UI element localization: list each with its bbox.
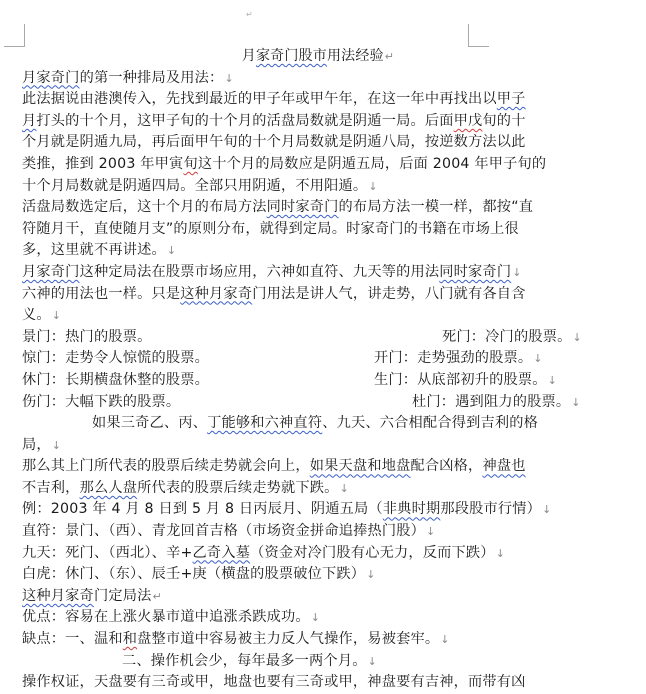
gate-row [22,392,592,414]
text-segment: 多，这里就不再讲述。 [22,242,166,259]
paragraph-mark: ↓ [426,525,436,539]
text-segment: （资金对冷门股有心无力，反而下跌） [250,544,495,561]
text-line [22,219,592,241]
flagged-text-segment: 神盘也 [482,458,526,475]
paragraph-mark: ↓ [533,352,543,366]
document-title [22,46,592,68]
margin-corner-top-right [468,24,489,47]
text-segment: 义。 [22,307,51,324]
text-segment: 符随月干，直使随月支”的原则分布，就得到定局。时家奇门的书籍在市场上很 [22,220,519,237]
text-segment: 活盘局数选定后，这十个月的布局方法 [22,199,267,216]
flagged-text-segment: 同时家奇门 [266,199,339,216]
flagged-text-segment: 月 [22,112,37,129]
text-line [22,240,592,262]
text-line [22,262,592,284]
paragraph-mark: ↓ [367,654,378,668]
paragraph-mark: ↓ [224,71,234,85]
flagged-text-segment: 和 [122,631,138,648]
text-line [22,607,592,629]
text-line [22,586,592,608]
title-text: 月家奇门股市用法经验 [241,48,384,64]
paragraph-mark: ↓ [51,438,62,452]
text-line [22,284,592,306]
gate-right: 死门：冷门的股票。↓ [442,328,582,345]
text-line [22,651,592,673]
text-segment: 这种定局法在股票市场应用，六神如直符、九天等的用法 [79,263,440,280]
text-line [22,435,592,457]
text-segment: 配合凶格， [410,458,483,475]
text-segment: 此法据说由港澳传入，先找到最近的甲子年或甲午年，在这一年中再找出以 [22,91,497,108]
paragraph-mark: ↵ [246,10,253,19]
flagged-text-segment: 非典时期 [382,501,441,518]
flagged-text-segment: 甲戊 [453,112,483,129]
text-segment: 的布局方法一模一样，都按“直 [338,199,534,216]
gate-left: 休门：长期横盘休整的股票。 [22,371,210,388]
flagged-text-segment: 这种月家奇 [180,285,253,302]
text-line [22,543,592,565]
text-line [22,521,592,543]
text-segment: 门定局法 [93,587,152,604]
text-segment: 二、操作机会少，每年最多一两个月。 [122,652,367,669]
text-segment: 所代表的股票后续走势就下跌。 [137,479,339,496]
flagged-text-segment: 月家奇门 [22,69,80,86]
gate-right: 开门：走势强劲的股票。↓ [374,350,543,367]
gate-left: 惊门：走势令人惊慌的股票。 [22,350,210,367]
text-line [22,672,592,694]
gate-right: 生门：从底部初升的股票。↓ [374,371,558,388]
paragraph-mark: ↓ [572,330,582,344]
text-line [22,456,592,478]
gate-row [22,327,592,349]
text-line [22,305,592,327]
text-segment: 个月就是阴遁九局，再后面甲午旬的十个月局数就是阴遁八局，按逆数方法以此 [22,134,526,151]
flagged-text-segment: 月家奇门 [22,263,80,280]
text-line [22,197,592,219]
paragraph-mark: ↓ [495,546,506,560]
gate-right: 杜门：遇到阻力的股票。↓ [412,393,581,410]
text-segment: 那么其上门所代表的股票后续走势就会向上， [22,458,310,475]
text-segment: 打头的十个月，这甲子旬的十个月的活盘局数就是阴遁一局。后面 [36,112,454,129]
paragraph-mark: ↓ [440,633,450,647]
text-segment: 旬的十 [482,112,526,129]
paragraph-mark: ↓ [512,265,522,279]
text-segment: 这十个月的局数应是阴遁五局，后面 2004 年甲子旬的 [197,155,547,172]
text-segment: 不吉利， [22,479,80,496]
text-line [22,176,592,198]
paragraph-mark: ↓ [547,373,558,387]
text-segment: 白虎：休门、（东）、辰壬+庚（横盘的股票破位下跌） [22,566,366,583]
paragraph-mark: ↓ [339,481,349,495]
paragraph-mark: ↓ [51,309,62,323]
flagged-text-segment: 甲子 [496,91,526,108]
paragraph-mark: ↵ [384,50,395,63]
text-segment: 例：2003 年 4 月 8 日到 5 月 8 日丙辰月、阴遁五局（ [22,501,383,518]
text-segment: 缺点：一、温和 [22,631,123,648]
paragraph-mark: ↓ [571,395,581,409]
paragraph-block-usage [22,413,592,694]
text-segment: 盘整市道中容易被主力反人气操作，易被套牢。 [137,631,440,648]
text-segment: 操作权证，天盘要有三奇或甲，地盘也要有三奇或甲，神盘要有吉神，而带有凶 [22,674,526,691]
paragraph-mark: ↓ [368,179,378,193]
flagged-text-segment: 这种月家奇 [22,587,94,604]
text-line [22,499,592,521]
text-segment: 如果三奇乙、丙、 [92,415,208,432]
text-segment: 类推，推到 2003 年甲寅 [22,155,184,172]
flagged-text-segment: 那么人盘 [79,479,138,496]
paragraph-mark: ↓ [310,611,321,625]
paragraph-mark: ↓ [366,568,376,582]
text-line [22,478,592,500]
text-line [22,629,592,651]
flagged-text-segment: 旬 [183,155,198,172]
flagged-text-segment: 丁能够和六神直符 [207,415,323,432]
text-segment: 那段股市行情） [440,501,542,518]
text-segment: 局， [22,436,51,453]
flagged-text-segment: 乙奇入墓 [192,544,251,561]
text-segment: 、九天、六合相配合得到吉利的格 [322,415,539,432]
paragraph-mark: ↓ [166,244,177,258]
text-segment: 的第一种排局及用法： [79,69,224,86]
text-segment: 优点：容易在上涨火暴市道中追涨杀跌成功。 [22,609,310,626]
flagged-text-segment: 如果天盘和地盘 [309,458,411,475]
text-segment: 六神的用法也一样。只是 [22,285,181,302]
text-line [22,68,592,90]
text-line [22,154,592,176]
text-segment: 十个月局数就是阴遁四局。全部只用阴遁，不用阳遁。 [22,177,368,194]
gate-row [22,370,592,392]
flagged-text-segment: 同时家奇门 [439,263,512,280]
text-line [22,111,592,133]
text-line [22,132,592,154]
gate-left: 伤门：大幅下跌的股票。 [22,393,181,410]
text-line [22,564,592,586]
text-segment: 九天：死门、（西北）、辛+ [22,544,193,561]
gate-left: 景门：热门的股票。 [22,328,152,345]
text-segment: 门用法是讲人气，讲走势，八门就有各自含 [252,285,526,302]
paragraph-block-intro [22,68,592,327]
text-line [22,413,592,435]
text-line [22,89,592,111]
text-segment: 直符：景门、（西）、青龙回首吉格（市场资金拼命追捧热门股） [22,523,426,540]
paragraph-mark: ↵ [152,589,162,603]
gate-row [22,348,592,370]
margin-corner-top-left [4,24,25,47]
eight-gates-list [22,327,592,413]
document-body[interactable] [22,46,592,694]
paragraph-mark: ↓ [542,503,552,517]
